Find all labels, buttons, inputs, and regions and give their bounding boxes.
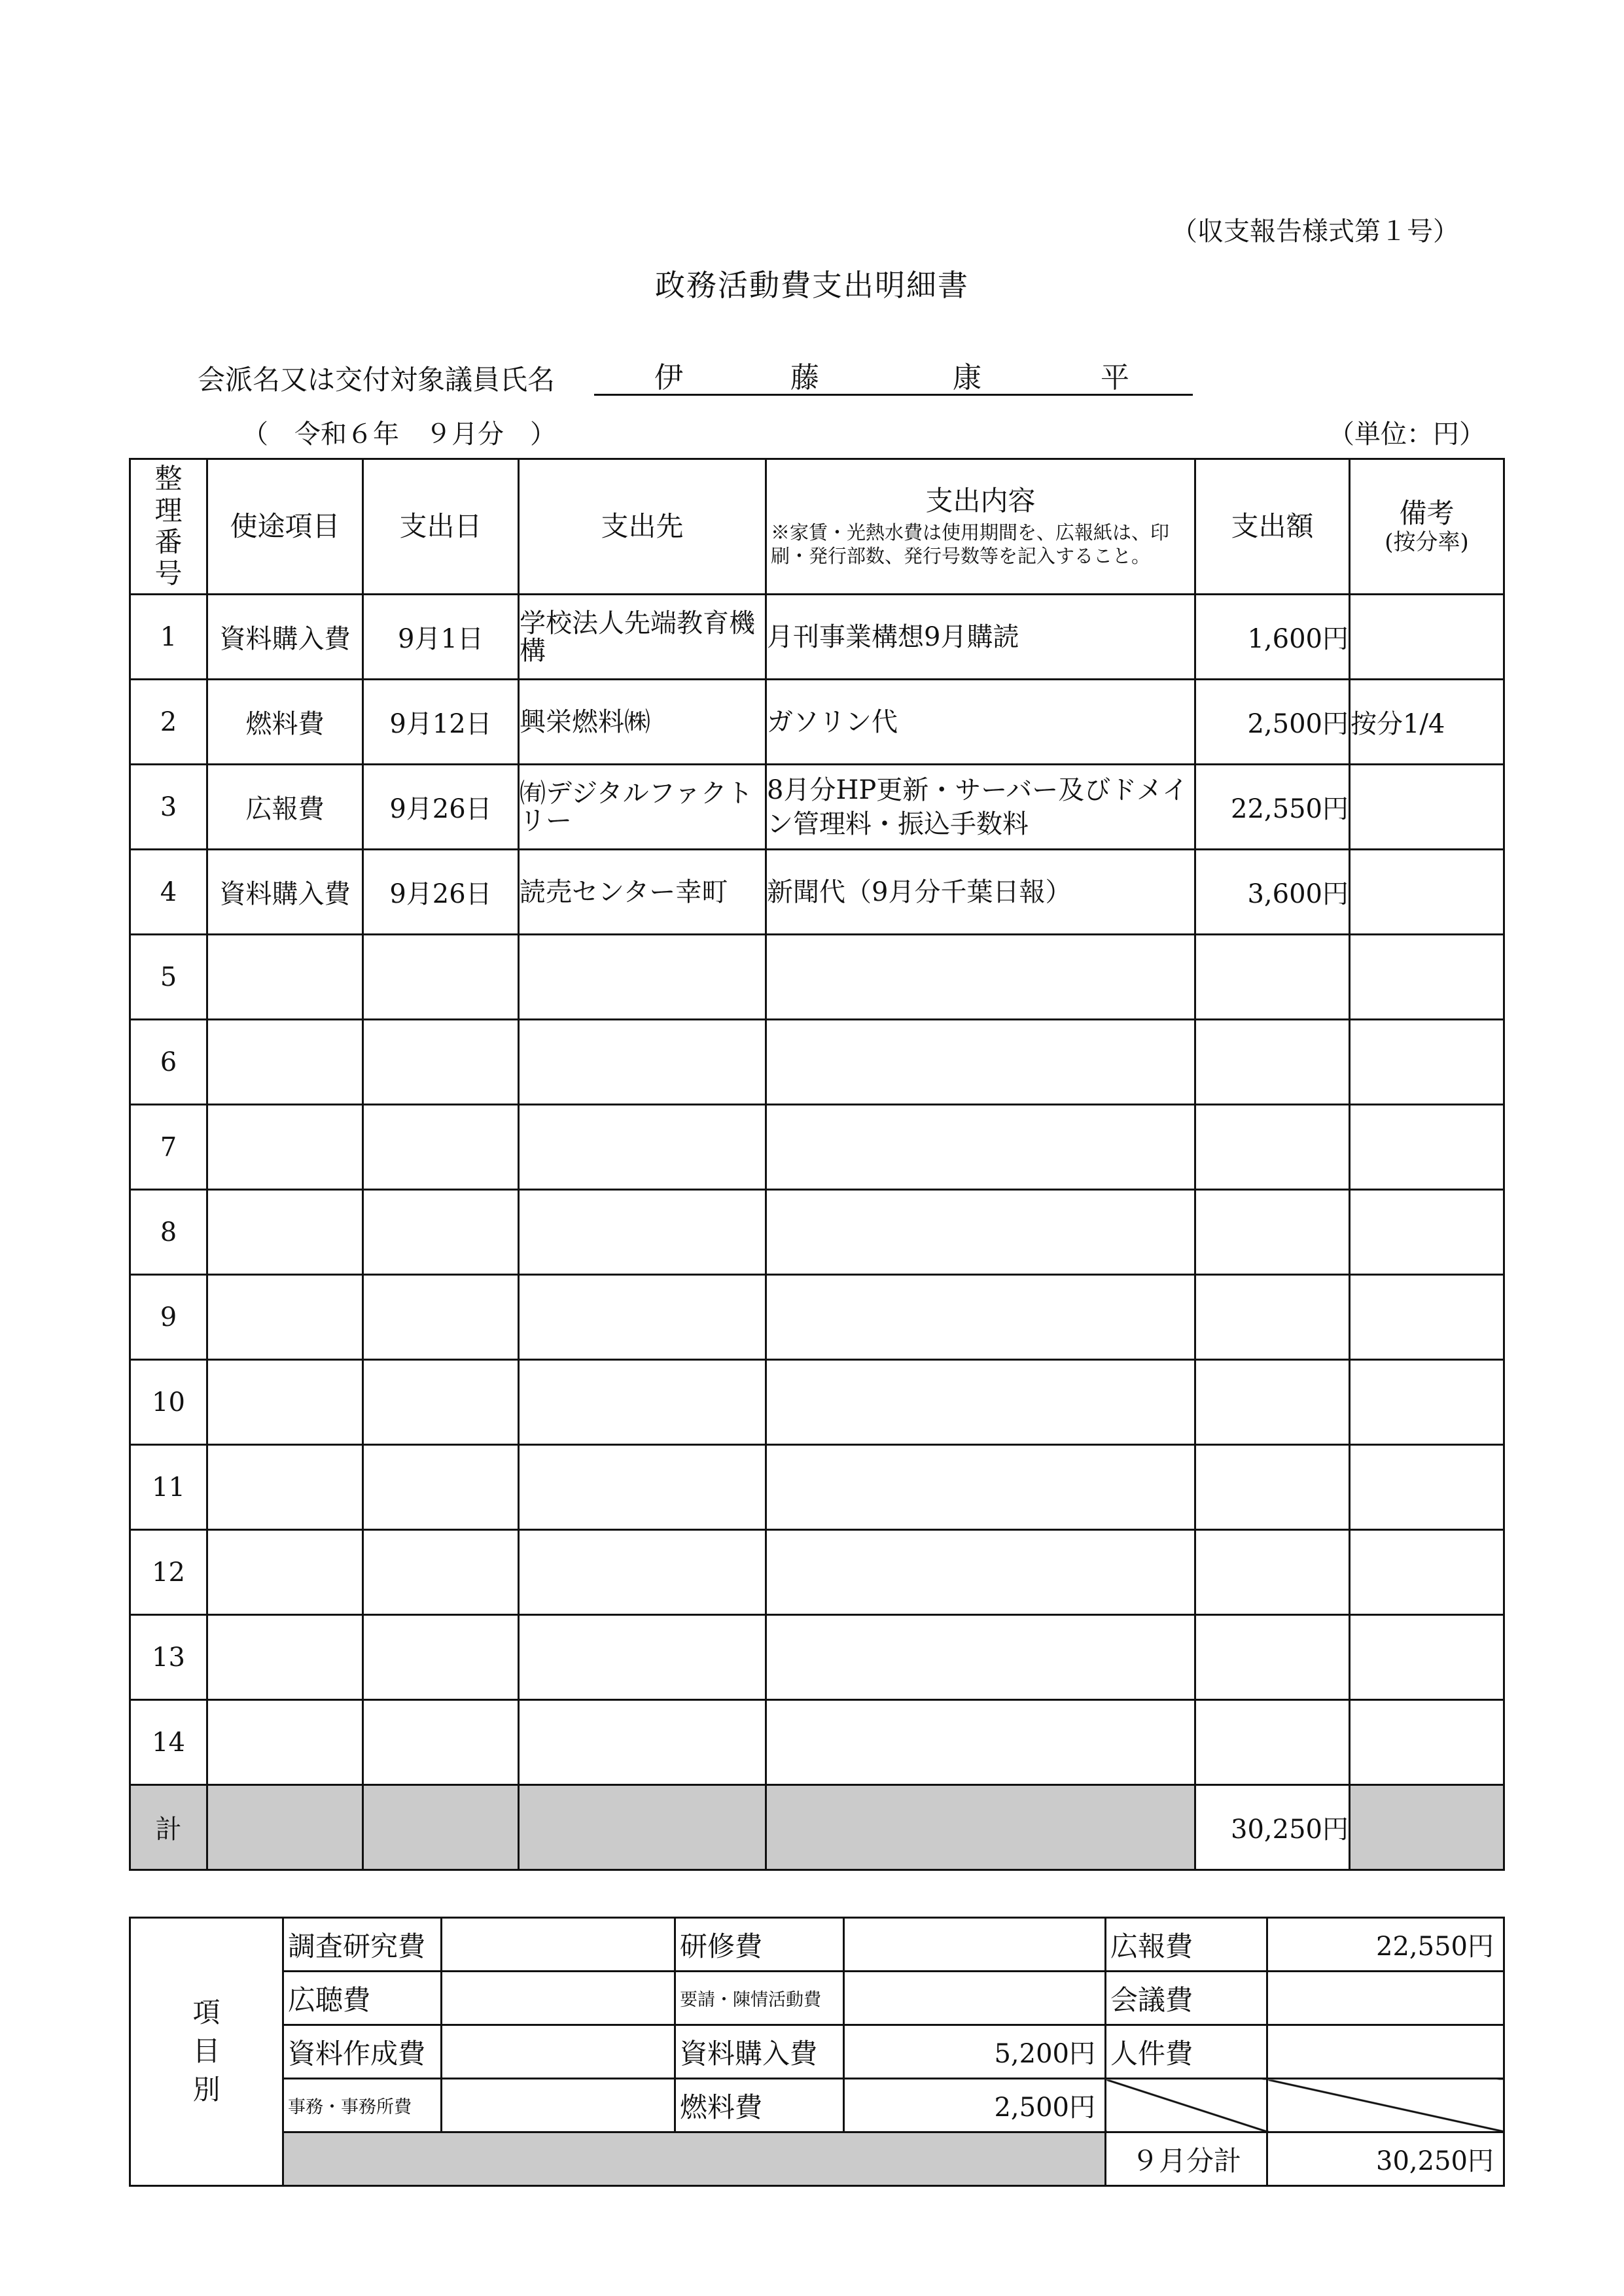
row-detail xyxy=(766,1700,1195,1785)
row-number: 3 xyxy=(130,765,207,850)
row-number: 1 xyxy=(130,595,207,680)
row-amount xyxy=(1195,1190,1350,1275)
header-remarks: 備考 (按分率) xyxy=(1350,459,1504,595)
row-amount xyxy=(1195,1105,1350,1190)
summary-label: 要請・陳情活動費 xyxy=(675,1972,844,2025)
summary-label: 燃料費 xyxy=(675,2079,844,2132)
summary-gray-cell xyxy=(283,2132,1106,2186)
row-amount xyxy=(1195,1700,1350,1785)
row-remarks xyxy=(1350,850,1504,935)
row-category xyxy=(207,1700,363,1785)
summary-amount: 22,550円 xyxy=(1267,1918,1504,1972)
header-detail-note: ※家賃・光熱水費は使用期間を、広報紙は、印刷・発行部数、発行号数等を記入すること。 xyxy=(771,521,1170,568)
total-amount: 30,250円 xyxy=(1195,1785,1350,1870)
row-detail xyxy=(766,1275,1195,1360)
row-date xyxy=(363,1615,519,1700)
header-category: 使途項目 xyxy=(207,459,363,595)
row-detail: ガソリン代 xyxy=(766,680,1195,765)
summary-amount xyxy=(844,1972,1106,2025)
row-date xyxy=(363,1105,519,1190)
summary-row xyxy=(130,1918,1504,1972)
total-label: 計 xyxy=(130,1785,207,1870)
table-row xyxy=(130,1700,1504,1785)
row-detail xyxy=(766,1615,1195,1700)
header-date: 支出日 xyxy=(363,459,519,595)
summary-label: 広聴費 xyxy=(283,1972,442,2025)
row-amount xyxy=(1195,1445,1350,1530)
row-amount xyxy=(1195,1360,1350,1445)
row-payee xyxy=(519,1105,766,1190)
summary-label: 人件費 xyxy=(1106,2025,1267,2079)
row-detail xyxy=(766,1190,1195,1275)
row-number: 11 xyxy=(130,1445,207,1530)
row-remarks xyxy=(1350,1530,1504,1615)
row-payee: 学校法人先端教育機構 xyxy=(519,595,766,680)
row-detail xyxy=(766,1445,1195,1530)
total-gray-cell xyxy=(1350,1785,1504,1870)
summary-label: 会議費 xyxy=(1106,1972,1267,2025)
header-no: 整理番号 xyxy=(130,459,207,595)
row-amount: 22,550円 xyxy=(1195,765,1350,850)
row-detail xyxy=(766,1020,1195,1105)
row-amount: 2,500円 xyxy=(1195,680,1350,765)
row-number: 14 xyxy=(130,1700,207,1785)
row-amount xyxy=(1195,1020,1350,1105)
row-remarks xyxy=(1350,1190,1504,1275)
row-category: 燃料費 xyxy=(207,680,363,765)
row-payee xyxy=(519,1275,766,1360)
member-name-char: 藤 xyxy=(790,361,819,394)
row-detail xyxy=(766,935,1195,1020)
table-row xyxy=(130,1275,1504,1360)
row-remarks xyxy=(1350,595,1504,680)
table-row xyxy=(130,850,1504,935)
row-date xyxy=(363,1020,519,1105)
summary-label: 資料購入費 xyxy=(675,2025,844,2079)
row-payee xyxy=(519,1190,766,1275)
row-category xyxy=(207,1190,363,1275)
summary-label: 研修費 xyxy=(675,1918,844,1972)
summary-amount: 5,200円 xyxy=(844,2025,1106,2079)
summary-amount xyxy=(442,1918,675,1972)
row-amount: 3,600円 xyxy=(1195,850,1350,935)
row-category xyxy=(207,1615,363,1700)
row-number: 6 xyxy=(130,1020,207,1105)
row-category xyxy=(207,935,363,1020)
row-category: 広報費 xyxy=(207,765,363,850)
row-number: 12 xyxy=(130,1530,207,1615)
reporting-period: （ 令和６年 ９月分 ） xyxy=(242,419,556,449)
row-category xyxy=(207,1020,363,1105)
row-category xyxy=(207,1360,363,1445)
row-number: 9 xyxy=(130,1275,207,1360)
row-number: 4 xyxy=(130,850,207,935)
row-amount xyxy=(1195,1530,1350,1615)
row-date xyxy=(363,1700,519,1785)
row-payee xyxy=(519,1530,766,1615)
row-payee xyxy=(519,1020,766,1105)
row-remarks: 按分1/4 xyxy=(1350,680,1504,765)
row-remarks xyxy=(1350,1105,1504,1190)
row-date: 9月1日 xyxy=(363,595,519,680)
summary-label: 事務・事務所費 xyxy=(283,2079,442,2132)
row-payee xyxy=(519,1615,766,1700)
row-date xyxy=(363,1275,519,1360)
member-name-char: 康 xyxy=(953,361,981,394)
table-row xyxy=(130,680,1504,765)
row-detail: 月刊事業構想9月購読 xyxy=(766,595,1195,680)
summary-amount: 2,500円 xyxy=(844,2079,1106,2132)
header-detail: 支出内容 ※家賃・光熱水費は使用期間を、広報紙は、印刷・発行部数、発行号数等を記入すること。 xyxy=(766,459,1195,595)
row-payee xyxy=(519,1445,766,1530)
row-remarks xyxy=(1350,1275,1504,1360)
summary-label: 広報費 xyxy=(1106,1918,1267,1972)
table-row xyxy=(130,1615,1504,1700)
row-number: 13 xyxy=(130,1615,207,1700)
summary-row xyxy=(130,2079,1504,2132)
total-gray-cell xyxy=(766,1785,1195,1870)
row-date: 9月12日 xyxy=(363,680,519,765)
row-remarks xyxy=(1350,935,1504,1020)
row-remarks xyxy=(1350,1615,1504,1700)
summary-amount xyxy=(1267,1972,1504,2025)
row-payee xyxy=(519,1360,766,1445)
header-payee: 支出先 xyxy=(519,459,766,595)
row-remarks xyxy=(1350,1700,1504,1785)
row-date xyxy=(363,1360,519,1445)
row-number: 8 xyxy=(130,1190,207,1275)
table-row xyxy=(130,765,1504,850)
summary-row xyxy=(130,1972,1504,2025)
row-number: 7 xyxy=(130,1105,207,1190)
table-row xyxy=(130,1360,1504,1445)
summary-amount xyxy=(1267,2025,1504,2079)
header-remarks-sub: (按分率) xyxy=(1385,529,1469,555)
summary-total-row xyxy=(130,2132,1504,2186)
form-number: （収支報告様式第１号） xyxy=(1171,217,1459,247)
summary-blank-diagonal xyxy=(1267,2079,1504,2132)
summary-amount xyxy=(442,1972,675,2025)
summary-amount xyxy=(844,1918,1106,1972)
month-total-amount: 30,250円 xyxy=(1267,2132,1504,2186)
row-payee xyxy=(519,935,766,1020)
category-summary-table xyxy=(129,1917,1505,2187)
member-name-char: 伊 xyxy=(654,361,683,394)
row-remarks xyxy=(1350,1360,1504,1445)
row-amount xyxy=(1195,935,1350,1020)
row-date xyxy=(363,1445,519,1530)
row-remarks xyxy=(1350,1445,1504,1530)
unit-label: （単位：円） xyxy=(1328,419,1485,449)
table-row xyxy=(130,1445,1504,1530)
row-detail xyxy=(766,1360,1195,1445)
month-total-label: ９月分計 xyxy=(1106,2132,1267,2186)
table-header-row xyxy=(130,459,1504,595)
table-row xyxy=(130,1105,1504,1190)
row-category: 資料購入費 xyxy=(207,595,363,680)
row-date xyxy=(363,935,519,1020)
summary-row xyxy=(130,2025,1504,2079)
row-amount xyxy=(1195,1615,1350,1700)
row-date xyxy=(363,1530,519,1615)
row-payee: ㈲デジタルファクトリー xyxy=(519,765,766,850)
total-row xyxy=(130,1785,1504,1870)
total-gray-cell xyxy=(519,1785,766,1870)
row-number: 2 xyxy=(130,680,207,765)
summary-amount xyxy=(442,2079,675,2132)
row-category: 資料購入費 xyxy=(207,850,363,935)
row-amount xyxy=(1195,1275,1350,1360)
row-number: 5 xyxy=(130,935,207,1020)
summary-label: 調査研究費 xyxy=(283,1918,442,1972)
member-name-label: 会派名又は交付対象議員氏名 xyxy=(198,364,556,396)
summary-label: 資料作成費 xyxy=(283,2025,442,2079)
table-row xyxy=(130,1020,1504,1105)
row-date: 9月26日 xyxy=(363,765,519,850)
document-title: 政務活動費支出明細書 xyxy=(655,268,969,303)
member-name-char: 平 xyxy=(1101,361,1129,394)
row-remarks xyxy=(1350,765,1504,850)
table-row xyxy=(130,1190,1504,1275)
total-gray-cell xyxy=(363,1785,519,1870)
table-row xyxy=(130,595,1504,680)
row-category xyxy=(207,1445,363,1530)
row-payee xyxy=(519,1700,766,1785)
row-amount: 1,600円 xyxy=(1195,595,1350,680)
row-date: 9月26日 xyxy=(363,850,519,935)
header-amount: 支出額 xyxy=(1195,459,1350,595)
summary-blank-diagonal xyxy=(1106,2079,1267,2132)
row-category xyxy=(207,1530,363,1615)
total-gray-cell xyxy=(207,1785,363,1870)
row-category xyxy=(207,1275,363,1360)
row-payee: 興栄燃料㈱ xyxy=(519,680,766,765)
member-name-field xyxy=(594,356,1193,396)
row-payee: 読売センター幸町 xyxy=(519,850,766,935)
table-row xyxy=(130,935,1504,1020)
row-detail: 8月分HP更新・サーバー及びドメイン管理料・振込手数料 xyxy=(766,765,1195,850)
row-remarks xyxy=(1350,1020,1504,1105)
row-category xyxy=(207,1105,363,1190)
expense-table xyxy=(129,458,1505,1871)
table-row xyxy=(130,1530,1504,1615)
row-number: 10 xyxy=(130,1360,207,1445)
row-detail xyxy=(766,1105,1195,1190)
row-date xyxy=(363,1190,519,1275)
summary-side-label: 項 目 別 xyxy=(130,1918,283,2186)
row-detail xyxy=(766,1530,1195,1615)
row-detail: 新聞代（9月分千葉日報） xyxy=(766,850,1195,935)
summary-amount xyxy=(442,2025,675,2079)
